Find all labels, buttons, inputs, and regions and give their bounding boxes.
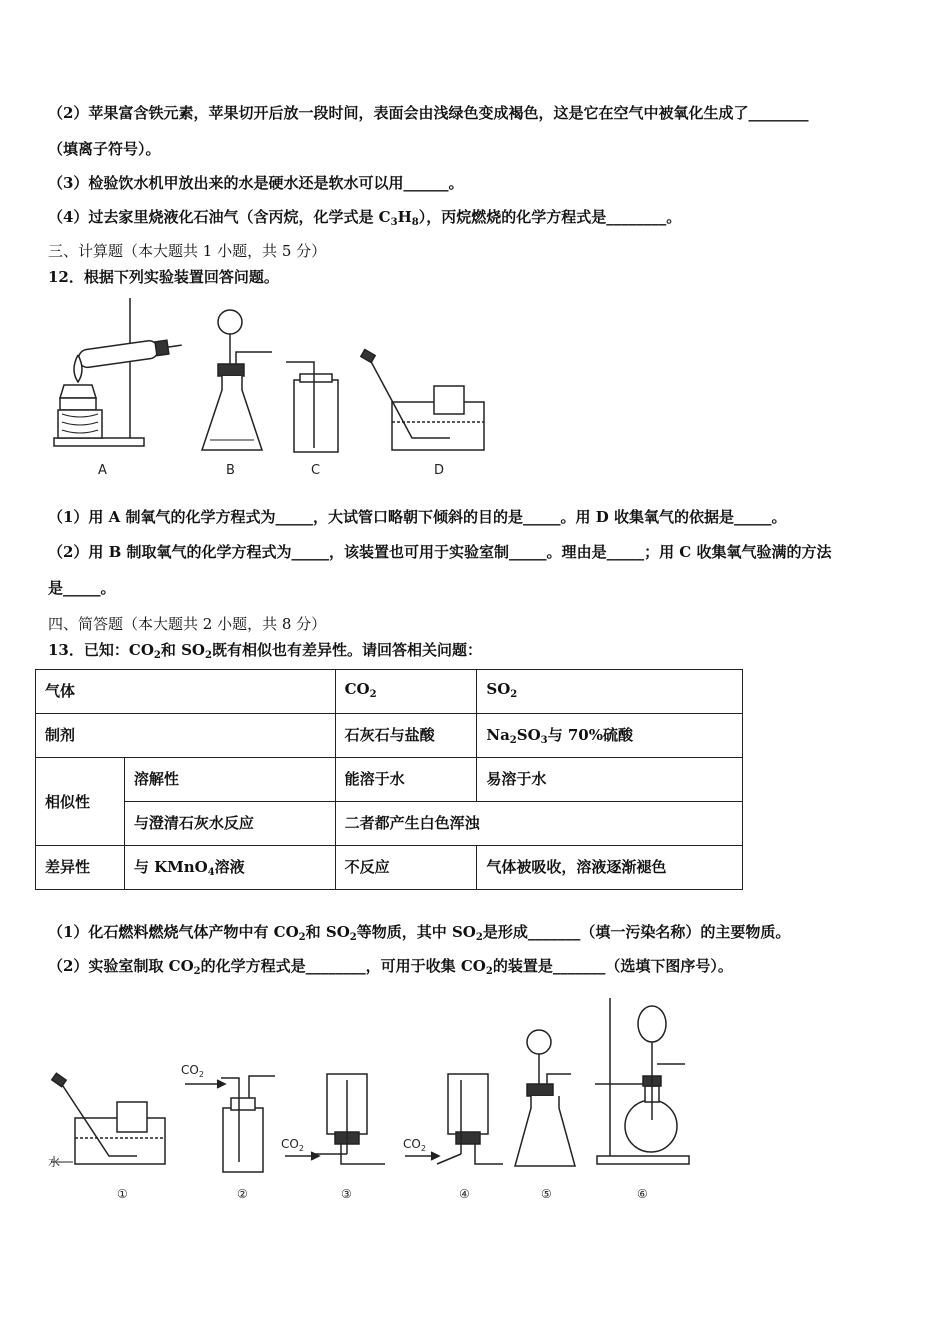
q12-apparatus-figure: [50, 290, 500, 480]
q13-p2-post: 的装置是_______（选填下图序号）。: [492, 957, 733, 975]
q13-p1-sub3: 2: [475, 932, 483, 943]
q13-p2-pre: （2）实验室制取 CO: [48, 957, 194, 975]
b-funnel-bulb: [218, 310, 242, 334]
co2-so2-comparison-table: [35, 669, 743, 890]
water-label: 水: [48, 1155, 61, 1169]
fig5-flask: [515, 1096, 575, 1166]
fig5-funnel-bulb: [527, 1030, 551, 1054]
q13-title-post: 既有相似也有差异性。请回答相关问题：: [211, 641, 482, 659]
fig2-co2-label: [181, 1063, 204, 1079]
q13-apparatus-figure: [45, 990, 705, 1210]
q13-p1-mid1: 和 SO: [305, 923, 350, 941]
co2-sub: 2: [420, 1144, 426, 1153]
q11-part4: [48, 207, 681, 227]
q13-p1-sub2: 2: [349, 932, 357, 943]
q13-p1-sub1: 2: [298, 932, 306, 943]
so2-reagent-sub2: 3: [540, 735, 548, 746]
q13-p1-pre: （1）化石燃料燃烧气体产物中有 CO: [48, 923, 299, 941]
co2-text: CO: [403, 1137, 421, 1151]
cell-solubility: 溶解性: [124, 758, 335, 802]
cell-gas-header: 气体: [36, 670, 336, 714]
fig-label-1: ①: [117, 1187, 128, 1201]
so2-header-sub: 2: [510, 689, 518, 700]
b-flask: [202, 376, 262, 450]
section-4-heading: 四、简答题（本大题共 2 小题，共 8 分）: [48, 615, 327, 633]
a-stand-base: [54, 438, 144, 446]
label-b: B: [226, 463, 235, 478]
fig-label-4: ④: [459, 1187, 470, 1201]
cell-limewater-result: 二者都产生白色浑浊: [335, 802, 742, 846]
q11-part4-mid: H: [397, 208, 412, 226]
co2-text: CO: [281, 1137, 299, 1151]
q13-title-mid: 和 SO: [160, 641, 205, 659]
cell-so2-solubility: 易溶于水: [477, 758, 743, 802]
q13-p1-post: 是形成_______（填一污染名称）的主要物质。: [482, 923, 791, 941]
cell-so2-reagent: [477, 714, 743, 758]
q13-title: [48, 640, 482, 660]
co2-sub: 2: [298, 1144, 304, 1153]
q13-title-sub2: 2: [204, 650, 212, 661]
kmno4-post: 溶液: [214, 858, 245, 876]
so2-reagent-mid: SO: [516, 726, 541, 744]
q13-p2-sub2: 2: [485, 966, 493, 977]
q12-title: 12．根据下列实验装置回答问题。: [48, 268, 279, 286]
q13-title-sub1: 2: [153, 650, 161, 661]
q13-part2: [48, 956, 733, 976]
table-row: [36, 670, 743, 714]
fig2-bottle: [223, 1108, 263, 1172]
fig3-co2-label: [281, 1137, 304, 1153]
q12-part1: （1）用 A 制氧气的化学方程式为_____，大试管口略朝下倾斜的目的是_____。用 D 收集氧气的依据是_____。: [48, 508, 787, 526]
q11-part4-sub1: 3: [390, 217, 398, 228]
kmno4-sub: 4: [207, 867, 215, 878]
label-c: C: [311, 463, 321, 478]
q13-p2-sub1: 2: [193, 966, 201, 977]
a-wood-block: [58, 410, 102, 438]
fig-label-3: ③: [341, 1187, 352, 1201]
kmno4-pre: 与 KMnO: [133, 858, 208, 876]
fig-label-2: ②: [237, 1187, 248, 1201]
cell-kmno4: [124, 846, 335, 890]
fig-label-5: ⑤: [541, 1187, 552, 1201]
table-row: [36, 802, 743, 846]
q12-part2-line2: 是_____。: [48, 579, 116, 597]
q11-part4-sub2: 8: [411, 217, 419, 228]
co2-sub: 2: [198, 1070, 204, 1079]
cell-reagent-label: 制剂: [36, 714, 336, 758]
q11-part3: （3）检验饮水机甲放出来的水是硬水还是软水可以用______。: [48, 174, 464, 192]
cell-co2-reagent: 石灰石与盐酸: [335, 714, 477, 758]
fig-label-6: ⑥: [637, 1187, 648, 1201]
q11-part2-line2: （填离子符号）。: [48, 140, 161, 158]
fig1-bottle: [117, 1102, 147, 1132]
co2-header-sub: 2: [369, 689, 377, 700]
fig6-round-flask: [625, 1100, 677, 1152]
a-lamp: [60, 385, 96, 398]
table-row: [36, 846, 743, 890]
cell-difference-label: 差异性: [36, 846, 125, 890]
cell-so2-header: [477, 670, 743, 714]
so2-reagent-pre: Na: [486, 726, 510, 744]
label-a: A: [98, 463, 107, 478]
q13-p1-mid2: 等物质，其中 SO: [356, 923, 476, 941]
so2-reagent-post: 与 70%硫酸: [547, 726, 633, 744]
so2-header-text: SO: [486, 680, 511, 698]
fig4-bottle: [448, 1074, 488, 1134]
cell-co2-header: [335, 670, 477, 714]
d-collecting-bottle: [434, 386, 464, 414]
so2-reagent-sub1: 2: [509, 735, 517, 746]
fig6-stand-base: [597, 1156, 689, 1164]
fig6-separatory-funnel: [638, 1006, 666, 1042]
q13-title-pre: 13．已知：CO: [48, 641, 154, 659]
b-stopper: [218, 364, 244, 376]
co2-text: CO: [181, 1063, 199, 1077]
cell-co2-solubility: 能溶于水: [335, 758, 477, 802]
q12-part2-line1: （2）用 B 制取氧气的化学方程式为_____，该装置也可用于实验室制_____。理由是_____；用 C 收集氧气验满的方法: [48, 543, 832, 561]
cell-limewater-reaction: 与澄清石灰水反应: [124, 802, 335, 846]
section-3-heading: 三、计算题（本大题共 1 小题，共 5 分）: [48, 242, 327, 260]
c-gas-jar: [294, 380, 338, 452]
cell-so2-kmno4: 气体被吸收，溶液逐渐褪色: [477, 846, 743, 890]
table-row: [36, 714, 743, 758]
q13-part1: [48, 922, 790, 942]
q11-part4-post: ），丙烷燃烧的化学方程式是________。: [418, 208, 682, 226]
cell-co2-kmno4: 不反应: [335, 846, 477, 890]
q13-p2-mid: 的化学方程式是________，可用于收集 CO: [200, 957, 486, 975]
b-delivery-tube: [236, 352, 272, 364]
cell-similarity-label: 相似性: [36, 758, 125, 846]
q11-part2-line1: （2）苹果富含铁元素，苹果切开后放一段时间，表面会由浅绿色变成褐色，这是它在空气中被氧化生成了________: [48, 104, 809, 122]
label-d: D: [434, 463, 445, 478]
fig4-co2-label: [403, 1137, 426, 1153]
table-row: [36, 758, 743, 802]
co2-header-text: CO: [344, 680, 370, 698]
q11-part4-pre: （4）过去家里烧液化石油气（含丙烷，化学式是 C: [48, 208, 391, 226]
